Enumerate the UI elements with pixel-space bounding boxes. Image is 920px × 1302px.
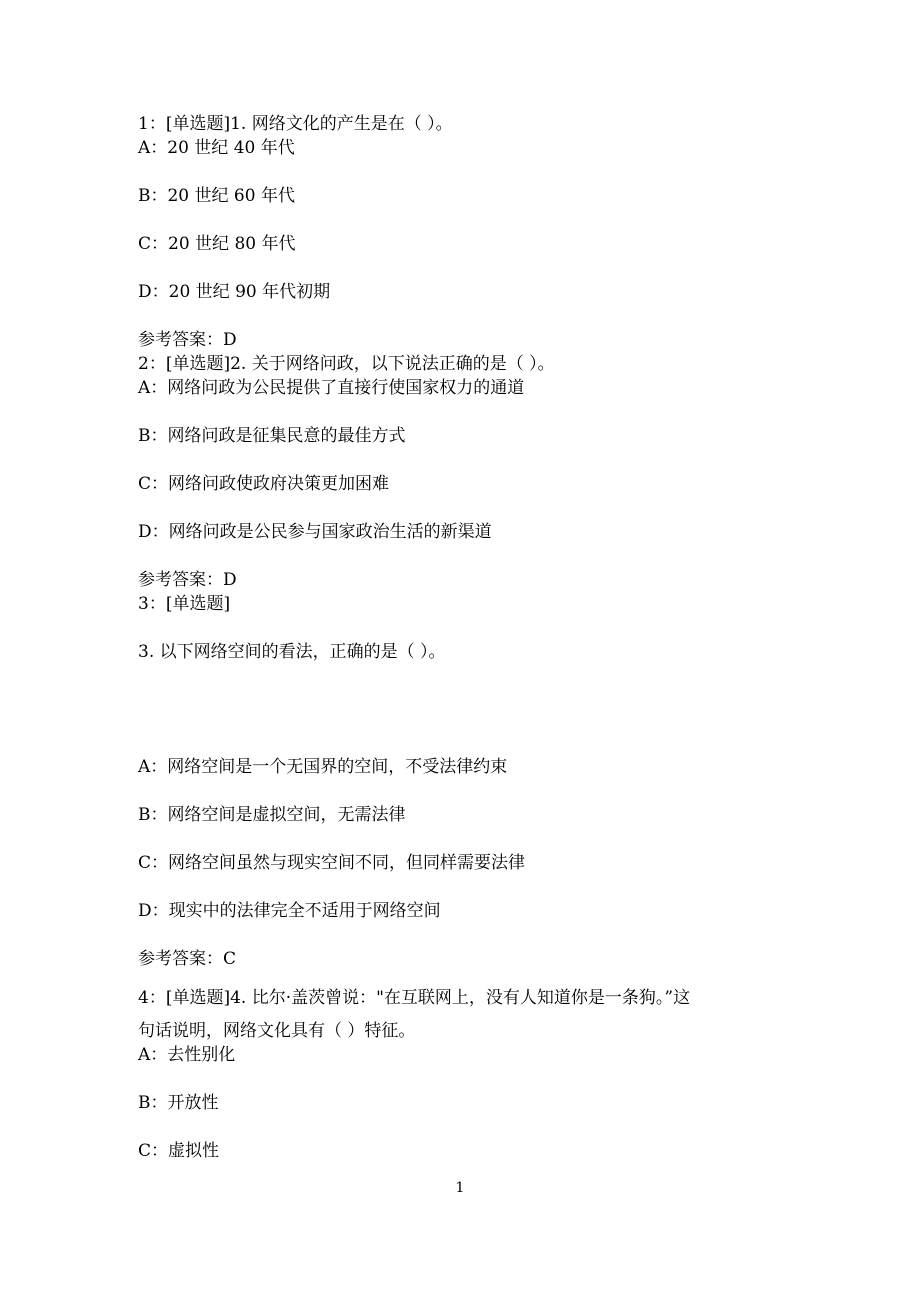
question-2-option-a: A：网络问政为公民提供了直接行使国家权力的通道 — [138, 378, 525, 398]
question-2-option-b: B：网络问政是征集民意的最佳方式 — [138, 426, 406, 446]
question-2-option-c: C：网络问政使政府决策更加困难 — [138, 474, 390, 494]
question-4-option-b: B：开放性 — [138, 1093, 219, 1113]
question-1-option-d: D：20 世纪 90 年代初期 — [138, 282, 331, 302]
question-1-option-b: B：20 世纪 60 年代 — [138, 186, 295, 206]
question-1-answer: 参考答案：D — [138, 330, 237, 350]
question-3-label: 3：[单选题] — [138, 594, 231, 614]
question-3-option-a: A：网络空间是一个无国界的空间，不受法律约束 — [138, 757, 508, 777]
question-3-answer: 参考答案：C — [138, 949, 237, 969]
question-3-option-c: C：网络空间虽然与现实空间不同，但同样需要法律 — [138, 853, 526, 873]
question-2-answer: 参考答案：D — [138, 570, 237, 590]
question-1-option-c: C：20 世纪 80 年代 — [138, 234, 296, 254]
question-3-stem: 3. 以下网络空间的看法，正确的是（ ）。 — [138, 642, 446, 662]
question-4-stem-line-1: 4：[单选题]4. 比尔·盖茨曾说："在互联网上，没有人知道你是一条狗。”这 — [138, 988, 691, 1008]
page-number: 1 — [455, 1180, 465, 1196]
question-1-stem: 1：[单选题]1. 网络文化的产生是在（ ）。 — [138, 114, 453, 134]
question-3-option-b: B：网络空间是虚拟空间，无需法律 — [138, 805, 406, 825]
question-4-option-c: C：虚拟性 — [138, 1141, 220, 1161]
question-1-option-a: A：20 世纪 40 年代 — [138, 138, 295, 158]
question-4-option-a: A：去性别化 — [138, 1045, 236, 1065]
question-2-stem: 2：[单选题]2. 关于网络问政，以下说法正确的是（ ）。 — [138, 354, 555, 374]
question-3-option-d: D：现实中的法律完全不适用于网络空间 — [138, 901, 441, 921]
question-2-option-d: D：网络问政是公民参与国家政治生活的新渠道 — [138, 522, 492, 542]
question-4-stem-line-2: 句话说明，网络文化具有（ ）特征。 — [138, 1021, 416, 1041]
